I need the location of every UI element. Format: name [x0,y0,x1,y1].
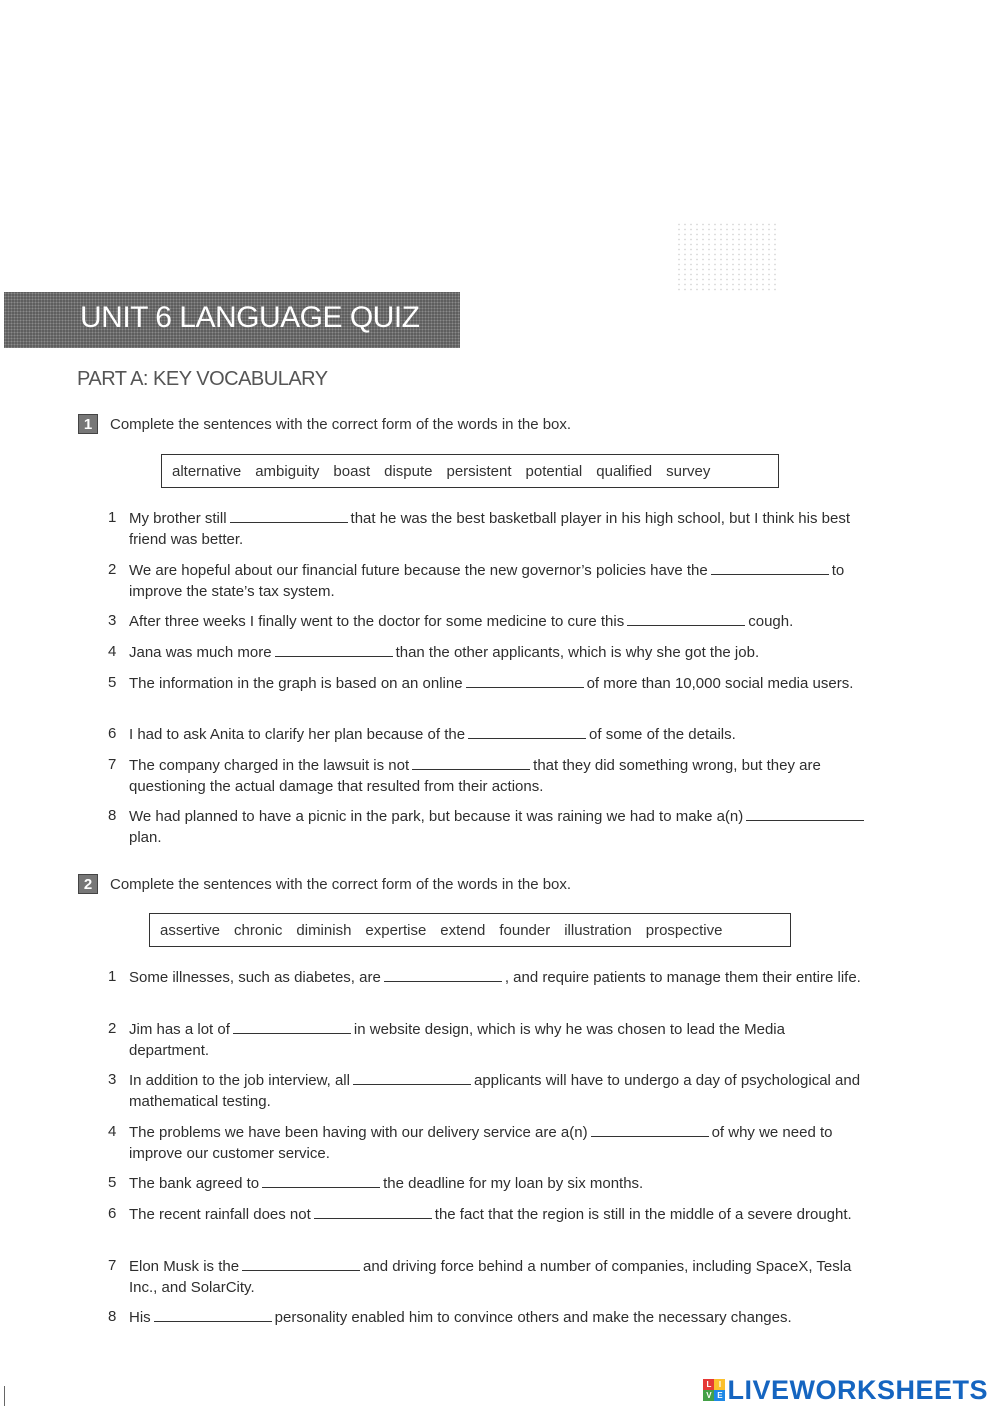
liveworksheets-logo-icon [703,1379,725,1401]
question-number: 1 [108,968,117,985]
question-item [108,1173,868,1195]
question-text-before: Some illnesses, such as diabetes, are [129,969,381,986]
question-text-after: of why we need to improve our customer service. [129,1124,833,1162]
question-item [108,642,868,664]
question-number: 6 [108,725,117,742]
word-box-item: qualified [596,462,653,480]
question-text [129,1070,868,1112]
liveworksheets-logo[interactable] [703,1376,988,1404]
question-item [108,806,868,848]
answer-blank-input[interactable] [468,724,586,739]
question-item [108,967,868,989]
answer-blank-input[interactable] [275,642,393,657]
question-text-before: The recent rainfall does not [129,1206,311,1223]
question-text-after: in website design, which is why he was chosen to lead the Media department. [129,1021,785,1059]
answer-blank-input[interactable] [711,560,829,575]
part-title: PART A: KEY VOCABULARY [77,368,328,390]
question-text-before: The bank agreed to [129,1175,260,1192]
scan-edge-mark [4,1386,5,1406]
question-text [129,806,868,848]
word-box-item: survey [666,462,711,480]
answer-blank-input[interactable] [466,673,584,688]
question-text-before: We are hopeful about our financial future because the new governor’s policies have the [129,562,708,579]
question-item [108,508,868,550]
question-number: 4 [108,1123,117,1140]
question-text [129,642,868,664]
question-text-before: Elon Musk is the [129,1258,240,1275]
question-text-before: His [129,1309,151,1326]
exercise-1-number: 1 [78,414,98,434]
word-box-2 [149,913,791,947]
question-item [108,673,868,695]
question-text-after: than the other applicants, which is why she got the job. [395,644,760,661]
answer-blank-input[interactable] [242,1256,360,1271]
answer-blank-input[interactable] [591,1122,709,1137]
question-item [108,1256,868,1298]
question-text-before: My brother still [129,510,227,527]
question-text-before: The company charged in the lawsuit is not [129,757,410,774]
unit-banner [4,292,460,348]
question-number: 3 [108,1071,117,1088]
word-box-item: chronic [234,921,283,939]
word-box-item: extend [440,921,486,939]
question-text [129,1204,868,1226]
question-text-after: cough. [748,613,794,630]
question-text-after: the deadline for my loan by six months. [383,1175,644,1192]
word-box-item: boast [333,462,371,480]
question-text-before: Jana was much more [129,644,272,661]
question-text-before: In addition to the job interview, all [129,1072,350,1089]
answer-blank-input[interactable] [353,1070,471,1085]
question-item [108,560,868,602]
logo-mark-letter: V [703,1390,714,1401]
question-text-after: to improve the state’s tax system. [129,562,845,600]
question-text-before: The problems we have been having with our delivery service are a(n) [129,1124,588,1141]
question-text [129,673,868,695]
word-box-item: diminish [296,921,352,939]
word-box-item: prospective [645,921,723,939]
question-text [129,724,868,746]
question-item [108,755,868,797]
question-text [129,755,868,797]
question-text-after: personality enabled him to convince others and make the necessary changes. [274,1309,792,1326]
word-box-item: alternative [172,462,242,480]
question-text-after: applicants will have to undergo a day of psychological and mathematical testing. [129,1072,861,1110]
question-text [129,1122,868,1164]
word-box-item: persistent [446,462,512,480]
question-text-before: Jim has a lot of [129,1021,230,1038]
question-item [108,1070,868,1112]
question-number: 6 [108,1205,117,1222]
word-box-item: illustration [564,921,632,939]
question-number: 5 [108,1174,117,1191]
scan-speckle [676,222,776,292]
word-box-item: assertive [160,921,221,939]
question-text-after: that he was the best basketball player in his high school, but I think his best friend was better. [129,510,850,548]
answer-blank-input[interactable] [314,1204,432,1219]
answer-blank-input[interactable] [384,967,502,982]
question-number: 1 [108,509,117,526]
question-text-before: The information in the graph is based on an online [129,675,463,692]
question-text-after: , and require patients to manage them their entire life. [504,969,861,986]
answer-blank-input[interactable] [262,1173,380,1188]
question-number: 2 [108,561,117,578]
question-text-after: the fact that the region is still in the middle of a severe drought. [434,1206,852,1223]
question-text-after: that they did something wrong, but they are questioning the actual damage that resulted from their actions. [129,757,821,795]
question-text [129,508,868,550]
question-item [108,1019,868,1061]
unit-title: UNIT 6 LANGUAGE QUIZ [80,301,420,334]
question-number: 4 [108,643,117,660]
logo-text: LIVEWORKSHEETS [727,1374,988,1405]
word-box-1 [161,454,779,488]
question-item [108,611,868,633]
question-item [108,724,868,746]
question-text [129,967,868,989]
question-number: 3 [108,612,117,629]
exercise-1-instruction: Complete the sentences with the correct form of the words in the box. [110,416,572,433]
question-text-after: of some of the details. [589,726,736,743]
word-box-item: dispute [384,462,433,480]
word-box-item: potential [525,462,583,480]
question-text [129,560,868,602]
question-number: 2 [108,1020,117,1037]
question-text [129,1307,868,1329]
question-text [129,1173,868,1195]
question-text [129,1256,868,1298]
question-text-before: After three weeks I finally went to the doctor for some medicine to cure this [129,613,625,630]
question-item [108,1122,868,1164]
question-number: 7 [108,756,117,773]
question-number: 8 [108,1308,117,1325]
word-box-item: founder [499,921,551,939]
question-item [108,1307,868,1329]
question-text [129,1019,868,1061]
question-number: 7 [108,1257,117,1274]
answer-blank-input[interactable] [746,806,864,821]
word-box-item: ambiguity [255,462,320,480]
question-number: 8 [108,807,117,824]
question-item [108,1204,868,1226]
answer-blank-input[interactable] [233,1019,351,1034]
answer-blank-input[interactable] [627,611,745,626]
word-box-item: expertise [365,921,427,939]
question-text-after: of more than 10,000 social media users. [586,675,854,692]
question-number: 5 [108,674,117,691]
question-text-before: I had to ask Anita to clarify her plan because of the [129,726,466,743]
question-text [129,611,868,633]
logo-mark-letter: I [714,1379,725,1390]
exercise-2-instruction: Complete the sentences with the correct form of the words in the box. [110,876,572,893]
question-text-after: and driving force behind a number of companies, including SpaceX, Tesla Inc., and SolarCity. [129,1258,852,1296]
answer-blank-input[interactable] [230,508,348,523]
question-text-after: plan. [129,828,162,846]
question-text-before: We had planned to have a picnic in the park, but because it was raining we had to make a(n) [129,808,744,825]
exercise-2-number: 2 [78,874,98,894]
answer-blank-input[interactable] [412,755,530,770]
answer-blank-input[interactable] [154,1307,272,1322]
logo-mark-letter: E [714,1390,725,1401]
logo-mark-letter: L [703,1379,714,1390]
